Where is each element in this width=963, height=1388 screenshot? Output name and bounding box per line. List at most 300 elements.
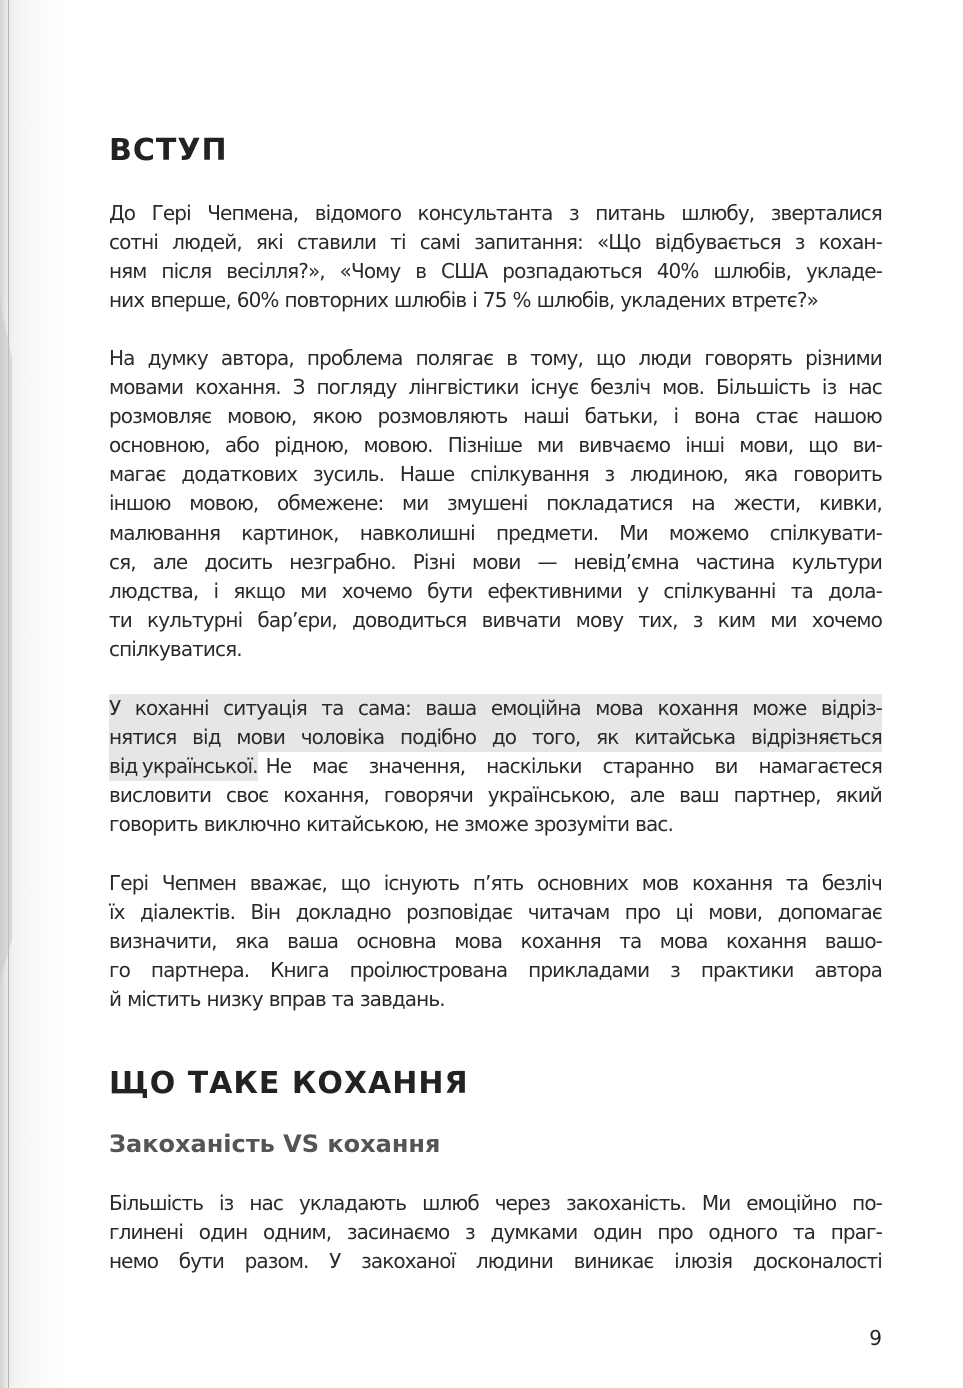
word: емоційна: [490, 696, 581, 720]
word: нятися: [109, 725, 177, 750]
word: один: [198, 1220, 248, 1245]
word: ми: [300, 578, 327, 603]
word: думку: [147, 346, 208, 370]
word: висловити: [109, 783, 212, 808]
word: %: [512, 288, 531, 313]
word: зрозуміти: [533, 812, 630, 837]
word: жести,: [733, 491, 801, 516]
word: говорячи: [383, 783, 473, 808]
word: Не: [265, 754, 292, 779]
word: втретє?»: [731, 288, 818, 313]
word: кохання: [725, 929, 807, 954]
text-line: [109, 606, 882, 635]
word: існує: [530, 375, 579, 400]
word: та: [790, 578, 813, 603]
word: спілкуванні: [663, 578, 776, 603]
word: засинаємо: [346, 1220, 450, 1245]
word: навколишні: [359, 520, 475, 545]
word: читачам: [527, 900, 610, 925]
word: бар’єри,: [257, 607, 337, 632]
word: прикладами: [528, 958, 650, 983]
word: разом.: [244, 1249, 309, 1274]
word: яка: [743, 462, 778, 487]
word: шлюбів,: [536, 288, 615, 313]
word: відбувається: [654, 230, 781, 255]
text-line-rest: [266, 752, 882, 781]
text-line: [109, 548, 882, 577]
heading-intro: ВСТУП: [109, 133, 228, 168]
word: люди: [638, 346, 692, 370]
word: консультанта: [417, 201, 553, 225]
word: «Що: [596, 230, 641, 255]
word: мова: [454, 929, 503, 954]
word: людиною,: [630, 462, 728, 487]
word: культурні: [147, 607, 243, 632]
word: Гері: [151, 201, 191, 225]
word: незграбно.: [289, 549, 396, 574]
word: ми: [402, 491, 429, 516]
word: магає: [109, 462, 166, 487]
word: Пізніше: [447, 433, 522, 458]
word: в: [506, 346, 518, 370]
highlighted-text-fragment: від української.: [109, 752, 258, 781]
word: кивки,: [819, 491, 882, 516]
word: якщо: [233, 578, 285, 603]
word: або: [224, 433, 259, 458]
word: глинені: [109, 1220, 184, 1245]
highlighted-text-line: [109, 694, 882, 723]
word: намагаєтеся: [758, 754, 882, 779]
word: безліч: [821, 871, 882, 895]
word: визначити,: [109, 929, 217, 954]
word: Наше: [399, 462, 455, 487]
word: основних: [537, 871, 629, 895]
word: батьки,: [584, 404, 658, 429]
word: тому,: [530, 346, 583, 370]
word: вона: [694, 404, 740, 429]
word: стає: [755, 404, 798, 429]
word: кохання: [657, 696, 738, 720]
word: що: [340, 871, 370, 895]
word: старанно: [602, 754, 694, 779]
word: вашо-: [824, 929, 882, 954]
word: «Чому: [339, 259, 401, 284]
word: мовою.: [363, 433, 433, 458]
word: що: [808, 433, 838, 458]
word: говорить: [109, 812, 198, 837]
word: один: [593, 1220, 642, 1245]
word: розмовляють: [377, 404, 508, 429]
word: допомагає: [777, 900, 882, 925]
word: ваш: [679, 783, 719, 808]
word: та: [792, 1220, 815, 1245]
word: вважає,: [249, 871, 327, 895]
word: п’ять: [472, 871, 524, 895]
word: бути: [427, 578, 473, 603]
word: шлюбів,: [713, 259, 792, 284]
word: мовою,: [189, 491, 259, 516]
highlighted-text-line: [109, 723, 882, 752]
word: вивчати: [481, 607, 561, 632]
word: доводиться: [352, 607, 467, 632]
word: ці: [675, 900, 693, 925]
text-line: [109, 519, 882, 548]
word: малювання: [109, 520, 221, 545]
word: укладених: [620, 288, 726, 313]
text-line: [109, 228, 882, 257]
word: про: [624, 900, 661, 925]
word: проілюстрована: [349, 958, 508, 983]
word: кохан-: [818, 230, 882, 255]
word: в: [415, 259, 427, 284]
text-line: [109, 257, 882, 286]
word: кохання: [691, 871, 773, 895]
word: лінгвістики: [408, 375, 519, 400]
word: Ми: [619, 520, 648, 545]
word: Чепмен: [161, 871, 237, 895]
word: автора: [814, 958, 882, 983]
text-line: [109, 577, 882, 606]
paragraph-4: [109, 869, 882, 1014]
word: і: [472, 288, 477, 313]
word: китайською,: [306, 812, 429, 837]
word: основна: [356, 929, 436, 954]
word: думками: [490, 1220, 578, 1245]
word: ви-: [852, 433, 882, 458]
word: з: [465, 1220, 475, 1245]
word: що: [596, 346, 626, 370]
word: мов.: [662, 375, 705, 400]
word: українською,: [487, 783, 615, 808]
word: досконалості: [752, 1249, 882, 1274]
word: іншою: [109, 491, 171, 516]
word: по-: [852, 1191, 882, 1215]
word: Гері: [109, 871, 149, 895]
text-line: [109, 1218, 882, 1247]
word: своє: [225, 783, 269, 808]
word: закоханої: [361, 1249, 456, 1274]
word: та: [785, 871, 809, 895]
word: спілкуватися.: [109, 636, 242, 661]
binding-shadow-mark: [0, 300, 14, 980]
word: завдань.: [359, 987, 445, 1012]
word: проблема: [306, 346, 403, 370]
word: від: [192, 725, 221, 750]
text-line: [109, 752, 882, 781]
word: людства,: [109, 578, 199, 603]
word: партнера.: [150, 958, 250, 983]
word: виникає: [573, 1249, 654, 1274]
word: ми: [770, 607, 797, 632]
word: хочемо: [341, 578, 412, 603]
word: весілля?»,: [226, 259, 325, 284]
word: хочемо: [811, 607, 882, 632]
word: як: [596, 725, 619, 750]
word: автора,: [220, 346, 294, 370]
word: одного: [708, 1220, 778, 1245]
word: наші: [523, 404, 569, 429]
word: ви: [714, 754, 738, 779]
word: через: [494, 1191, 550, 1215]
word: ситуація: [223, 696, 307, 720]
word: низку: [206, 987, 263, 1012]
word: мовами: [109, 375, 184, 400]
word: рідною,: [274, 433, 349, 458]
word: людей,: [172, 230, 242, 255]
word: спілкування: [470, 462, 589, 487]
text-line: [109, 985, 882, 1014]
word: з: [604, 462, 615, 487]
text-line: [109, 927, 882, 956]
word: запитання:: [474, 230, 583, 255]
word: основною,: [109, 433, 210, 458]
word: наскільки: [486, 754, 582, 779]
word: Ми: [701, 1191, 731, 1215]
word: предмети.: [495, 520, 599, 545]
word: докладно: [295, 900, 391, 925]
word: кохання.: [194, 375, 281, 400]
word: говорить: [793, 462, 882, 487]
text-line: [109, 1189, 882, 1218]
word: партнер,: [733, 783, 821, 808]
word: ся,: [109, 549, 136, 574]
word: і: [213, 578, 219, 603]
paragraph-2: [109, 344, 882, 664]
word: обмежене:: [277, 491, 384, 516]
word: діалектів.: [139, 900, 236, 925]
word: який: [835, 783, 882, 808]
word: мову: [575, 607, 624, 632]
word: й: [109, 987, 122, 1012]
word: Книга: [270, 958, 329, 983]
word: відріз-: [820, 696, 882, 720]
word: Більшість: [715, 375, 810, 400]
word: нашою: [813, 404, 882, 429]
word: значення,: [368, 754, 466, 779]
word: мови: [472, 549, 521, 574]
word: з: [692, 607, 703, 632]
word: мови,: [708, 900, 763, 925]
text-line: [109, 489, 882, 518]
word: праг-: [830, 1220, 882, 1245]
word: нас: [249, 1191, 283, 1215]
word: розпадаються: [502, 259, 642, 284]
word: З: [292, 375, 305, 400]
word: укладе-: [805, 259, 882, 284]
word: Більшість: [109, 1191, 204, 1215]
word: інші: [685, 433, 725, 458]
word: ті: [390, 230, 406, 255]
word: досить: [204, 549, 273, 574]
word: ням: [109, 259, 147, 284]
word: шлюбів: [394, 288, 467, 313]
word: не: [434, 812, 459, 837]
word: У: [329, 1249, 341, 1274]
word: бути: [178, 1249, 224, 1274]
word: людини: [475, 1249, 553, 1274]
text-line: [109, 199, 882, 228]
word: зверталися: [770, 201, 882, 225]
word: ваша: [425, 696, 477, 720]
word: На: [109, 346, 135, 370]
word: погляду: [316, 375, 397, 400]
text-line: [109, 810, 882, 839]
word: мови: [236, 725, 285, 750]
word: практики: [700, 958, 794, 983]
word: самі: [419, 230, 460, 255]
word: коханні: [134, 696, 209, 720]
word: культури: [791, 549, 882, 574]
word: мов: [641, 871, 679, 895]
word: подібно: [400, 725, 477, 750]
text-line: [109, 956, 882, 985]
word: безліч: [590, 375, 651, 400]
word: до: [491, 725, 517, 750]
word: 60%: [236, 288, 279, 313]
word: Чепмена,: [207, 201, 299, 225]
word: мовою,: [227, 404, 297, 429]
word: із: [821, 375, 837, 400]
word: кохання,: [283, 783, 369, 808]
heading-what-is-love: ЩО ТАКЕ КОХАННЯ: [109, 1066, 469, 1101]
word: змушені: [447, 491, 528, 516]
text-line: [109, 869, 882, 898]
word: спілкувати-: [769, 520, 882, 545]
word: у: [637, 578, 649, 603]
word: 75: [482, 288, 507, 313]
word: —: [537, 549, 557, 574]
word: них: [109, 288, 145, 313]
text-line: [109, 373, 882, 402]
word: розповідає: [406, 900, 513, 925]
word: вивчаємо: [578, 433, 671, 458]
word: ти: [109, 607, 132, 632]
word: та: [619, 929, 642, 954]
word: Він: [250, 900, 281, 925]
word: мови,: [739, 433, 794, 458]
word: різними: [805, 346, 882, 370]
word: мова: [659, 929, 708, 954]
word: дола-: [828, 578, 882, 603]
word: укладають: [298, 1191, 407, 1215]
word: з: [670, 958, 680, 983]
page-number: 9: [869, 1326, 882, 1350]
word: ми: [536, 433, 564, 458]
subheading-infatuation-vs-love: Закоханість VS кохання: [109, 1130, 441, 1158]
word: містить: [127, 987, 201, 1012]
word: ставили: [296, 230, 377, 255]
word: одним,: [263, 1220, 332, 1245]
word: покладатися: [546, 491, 673, 516]
word: якою: [312, 404, 362, 429]
word: немо: [109, 1249, 159, 1274]
word: зможе: [464, 812, 528, 837]
word: ілюзія: [674, 1249, 733, 1274]
word: може: [752, 696, 807, 720]
word: їх: [109, 900, 125, 925]
word: із: [219, 1191, 234, 1215]
word: Різні: [412, 549, 456, 574]
word: з: [568, 201, 579, 225]
word: на: [691, 491, 715, 516]
text-line: [109, 460, 882, 489]
word: ваша: [287, 929, 339, 954]
word: та: [331, 987, 354, 1012]
text-line: [109, 344, 882, 373]
word: закоханість.: [565, 1191, 686, 1215]
word: шлюб: [422, 1191, 479, 1215]
text-line: [109, 286, 882, 315]
text-line: [109, 1247, 882, 1276]
word: картинок,: [241, 520, 339, 545]
word: До: [109, 201, 136, 225]
word: можемо: [668, 520, 749, 545]
word: і: [673, 404, 679, 429]
word: про: [657, 1220, 693, 1245]
word: говорять: [704, 346, 793, 370]
word: вперше,: [150, 288, 231, 313]
word: сотні: [109, 230, 159, 255]
word: питань: [595, 201, 665, 225]
word: США: [441, 259, 488, 284]
word: зусиль.: [313, 462, 385, 487]
word: тих,: [638, 607, 678, 632]
word: існують: [383, 871, 460, 895]
word: але: [152, 549, 188, 574]
word: мова: [595, 696, 644, 720]
word: ефективними: [487, 578, 623, 603]
text-line: [109, 635, 882, 664]
word: невід’ємна: [573, 549, 679, 574]
word: сама:: [357, 696, 411, 720]
word: після: [161, 259, 212, 284]
word: полягає: [415, 346, 494, 370]
word: шлюбу,: [681, 201, 755, 225]
text-line: [109, 898, 882, 927]
word: повторних: [284, 288, 389, 313]
word: яка: [235, 929, 269, 954]
word: з: [794, 230, 805, 255]
word: чоловіка: [300, 725, 385, 750]
word: 40%: [656, 259, 699, 284]
word: додаткових: [181, 462, 298, 487]
word: вправ: [268, 987, 326, 1012]
word: го: [109, 958, 130, 983]
word: відрізняється: [750, 725, 882, 750]
word: ким: [717, 607, 756, 632]
word: У: [109, 696, 121, 720]
word: розмовляє: [109, 404, 212, 429]
word: частина: [695, 549, 775, 574]
paragraph-5: [109, 1189, 882, 1276]
paragraph-3: [109, 694, 882, 839]
word: вас.: [635, 812, 673, 837]
word: нас: [848, 375, 882, 400]
text-line: [109, 402, 882, 431]
word: виключно: [203, 812, 301, 837]
word: відомого: [314, 201, 402, 225]
paragraph-1: [109, 199, 882, 315]
word: китайська: [634, 725, 736, 750]
word: які: [255, 230, 283, 255]
text-line: [109, 781, 882, 810]
word: але: [629, 783, 665, 808]
word: того,: [531, 725, 581, 750]
word: та: [321, 696, 344, 720]
text-line: [109, 431, 882, 460]
word: має: [312, 754, 348, 779]
word: емоційно: [746, 1191, 837, 1215]
